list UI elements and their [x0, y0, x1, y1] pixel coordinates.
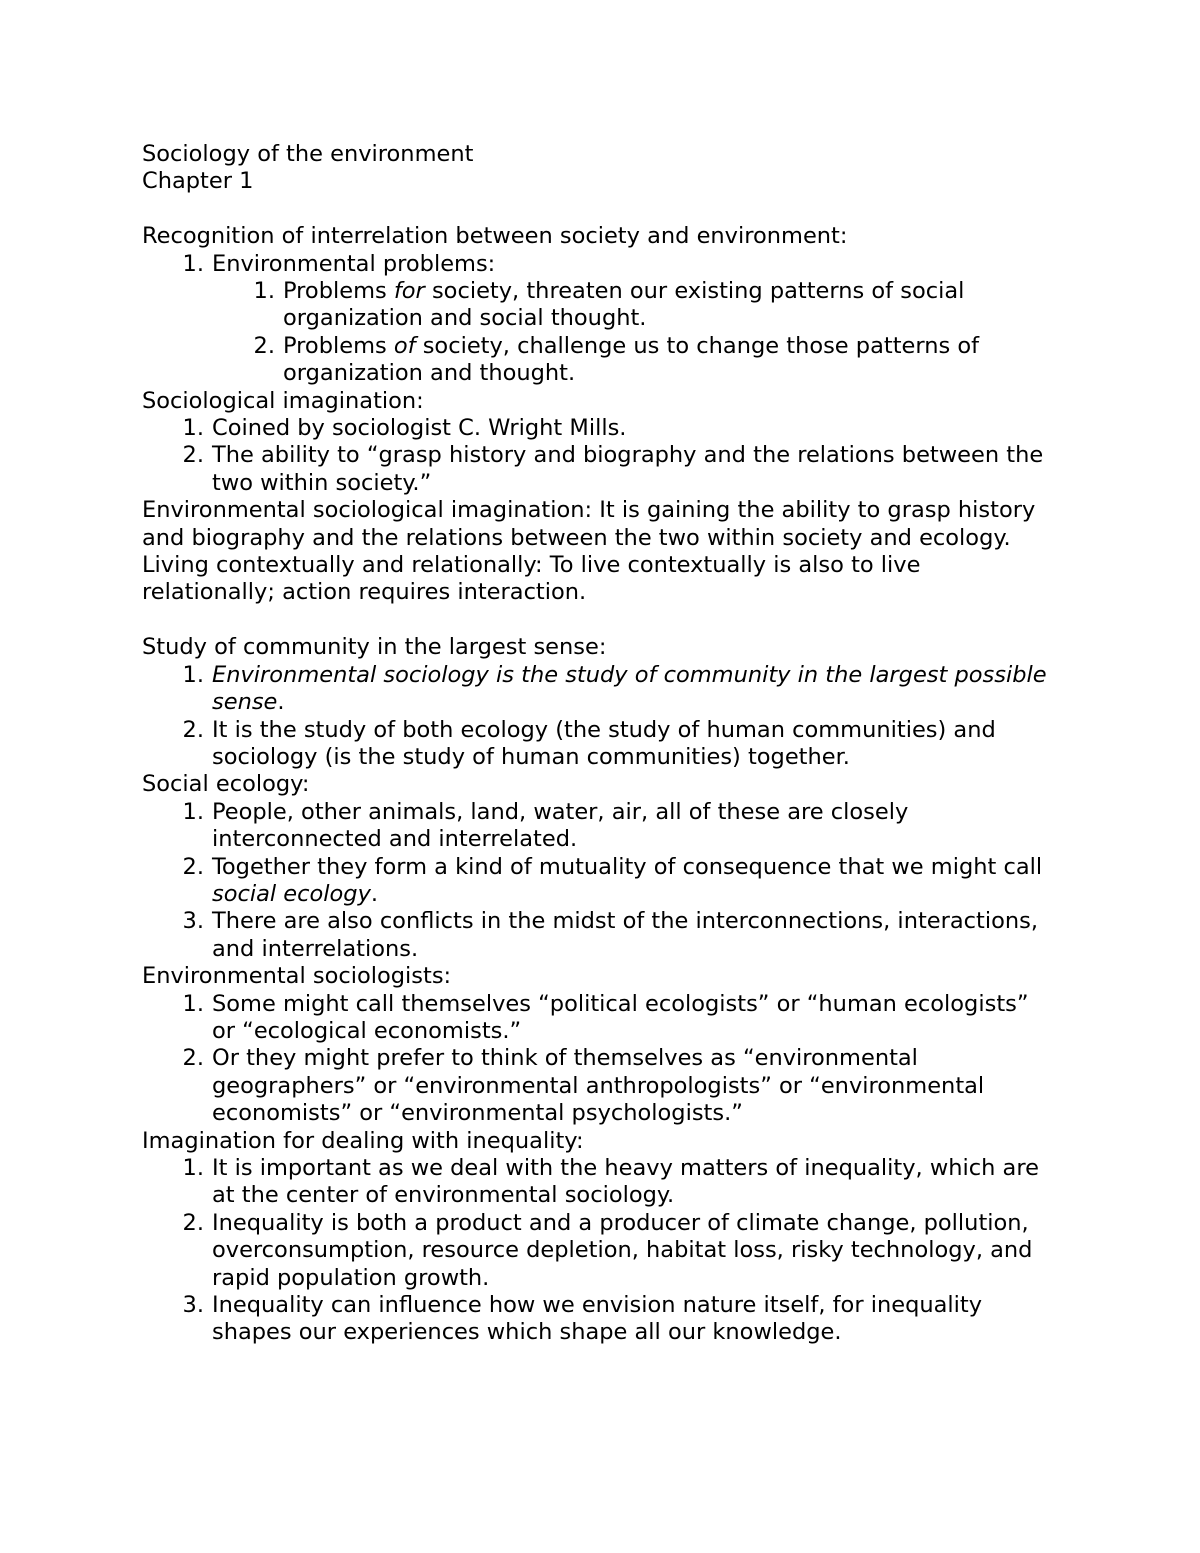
emphasis-text: social ecology	[212, 880, 371, 907]
section-heading-sociological-imagination: Sociological imagination:	[142, 387, 424, 414]
list-item	[142, 662, 1047, 717]
list-item	[142, 251, 1047, 278]
section-heading-environmental-sociologists: Environmental sociologists:	[142, 963, 452, 990]
list-number: 2.	[182, 442, 204, 469]
list-number: 1.	[182, 415, 204, 442]
list-number: 2.	[182, 853, 204, 880]
list-number: 1.	[182, 990, 204, 1017]
emphasis-text: of	[393, 332, 416, 359]
chapter-label: Chapter 1	[142, 168, 254, 195]
document-body	[142, 141, 1047, 1347]
paragraph-living-contextually: Living contextually and relationally: To live contextually is also to live relationally; action requires interaction.	[142, 552, 921, 606]
list-number: 2.	[182, 1045, 204, 1072]
list-text: It is the study of both ecology (the study of human communities) and sociology (is the study of human communities) together.	[212, 716, 996, 770]
list-item	[142, 278, 1047, 333]
list-text: There are also conflicts in the midst of the interconnections, interactions, and interrelations.	[212, 908, 1038, 962]
list-text: It is important as we deal with the heavy matters of inequality, which are at the center of environmental sociology.	[212, 1155, 1039, 1209]
blank-line	[142, 607, 1047, 634]
list-number: 1.	[182, 661, 204, 688]
section-heading-interrelation: Recognition of interrelation between society and environment:	[142, 223, 848, 250]
list-number: 3.	[182, 908, 204, 935]
list-item	[142, 908, 1047, 963]
list-text: Inequality can influence how we envision nature itself, for inequality shapes our experiences which shape all our knowledge.	[212, 1292, 983, 1346]
emphasis-text: Environmental sociology is the study of community in the largest possible sense	[212, 661, 1047, 716]
document-title: Sociology of the environment	[142, 141, 474, 167]
section-heading-inequality: Imagination for dealing with inequality:	[142, 1127, 584, 1154]
list-text-end: society, challenge us to change those patterns of organization and thought.	[283, 332, 980, 387]
list-text: People, other animals, land, water, air, all of these are closely interconnected and interrelated.	[212, 798, 909, 853]
list-number: 1.	[182, 1155, 204, 1181]
list-item	[142, 415, 1047, 442]
list-text-start: Together they form a kind of mutuality of consequence that we might call	[212, 853, 1043, 880]
list-text-end: .	[370, 880, 379, 907]
list-text: The ability to “grasp history and biography and the relations between the two within society.”	[212, 442, 1044, 496]
list-item	[142, 854, 1047, 909]
list-number: 1.	[182, 250, 204, 277]
list-text: Environmental problems:	[212, 250, 496, 277]
section-heading-study-of-community: Study of community in the largest sense:	[142, 634, 607, 661]
list-text-end: society, threaten our existing patterns of social organization and social thought.	[283, 278, 965, 332]
list-text: Inequality is both a product and a producer of climate change, pollution, overconsumption, resource depletion, habitat loss, risky technology, and rapid population growth.	[212, 1209, 1033, 1291]
list-text: Some might call themselves “political ecologists” or “human ecologists” or “ecological economists.”	[212, 990, 1029, 1044]
list-number: 2.	[182, 1209, 204, 1236]
list-item	[142, 442, 1047, 497]
blank-line	[142, 196, 1047, 223]
list-number: 3.	[182, 1292, 204, 1319]
emphasis-text: for	[393, 278, 425, 305]
list-text-end: .	[277, 689, 285, 716]
section-heading-social-ecology: Social ecology:	[142, 771, 310, 798]
list-item	[142, 717, 1047, 772]
list-text-start: Problems	[283, 332, 394, 359]
list-item	[142, 1155, 1047, 1210]
list-number: 1.	[253, 278, 275, 305]
list-text: Coined by sociologist C. Wright Mills.	[212, 415, 627, 442]
list-number: 2.	[182, 716, 204, 743]
list-text: Or they might prefer to think of themselves as “environmental geographers” or “environmental anthropologists” or “environmental economists” or “environmental psychologists.”	[212, 1045, 985, 1127]
list-item	[142, 1292, 1047, 1347]
list-item	[142, 1045, 1047, 1127]
list-item	[142, 333, 1047, 388]
list-item	[142, 991, 1047, 1046]
list-item	[142, 799, 1047, 854]
list-number: 1.	[182, 798, 204, 825]
list-number: 2.	[253, 332, 275, 359]
list-text-start: Problems	[283, 278, 394, 305]
list-item	[142, 1210, 1047, 1292]
paragraph-env-sociological-imagination: Environmental sociological imagination: It is gaining the ability to grasp history and biography and the relations between the two within society and ecology.	[142, 497, 1036, 551]
